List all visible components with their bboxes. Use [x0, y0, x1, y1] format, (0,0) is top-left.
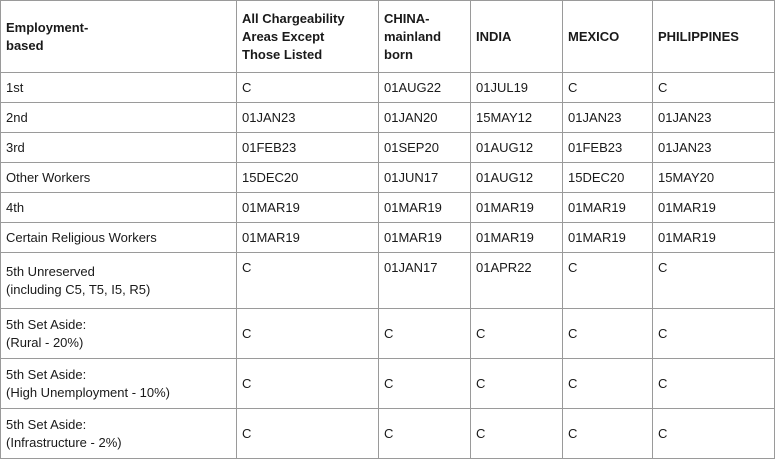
- row-label: 5th Set Aside: (Infrastructure - 2%): [1, 409, 237, 459]
- table-cell: 01MAR19: [653, 223, 775, 253]
- table-cell: 01JAN23: [563, 103, 653, 133]
- table-cell: 01AUG12: [471, 163, 563, 193]
- table-row: [1, 163, 775, 193]
- row-label: Certain Religious Workers: [1, 223, 237, 253]
- table-cell: 01JUN17: [379, 163, 471, 193]
- row-label: 5th Unreserved (including C5, T5, I5, R5): [1, 253, 237, 309]
- table-cell: 01MAR19: [379, 193, 471, 223]
- table-cell: C: [237, 409, 379, 459]
- table-cell: C: [237, 253, 379, 309]
- table-cell: 01JAN23: [653, 133, 775, 163]
- table-cell: 01JAN23: [653, 103, 775, 133]
- table-cell: 01MAR19: [237, 193, 379, 223]
- table-cell: 01FEB23: [563, 133, 653, 163]
- table-cell: C: [471, 409, 563, 459]
- row-label: 5th Set Aside: (Rural - 20%): [1, 309, 237, 359]
- table-cell: 15MAY12: [471, 103, 563, 133]
- header-china: CHINA- mainland born: [379, 1, 471, 73]
- table-cell: 01MAR19: [471, 223, 563, 253]
- table-cell: 15DEC20: [237, 163, 379, 193]
- table-cell: 15DEC20: [563, 163, 653, 193]
- table-cell: 01JAN17: [379, 253, 471, 309]
- table-cell: C: [653, 309, 775, 359]
- table-cell: 01JAN23: [237, 103, 379, 133]
- table-row: [1, 359, 775, 409]
- row-label: 4th: [1, 193, 237, 223]
- table-cell: C: [563, 409, 653, 459]
- table-row: [1, 409, 775, 459]
- table-cell: C: [237, 359, 379, 409]
- table-cell: C: [653, 253, 775, 309]
- table-cell: C: [471, 309, 563, 359]
- header-all-chargeability: All Chargeability Areas Except Those Listed: [237, 1, 379, 73]
- table-cell: 01MAR19: [379, 223, 471, 253]
- table-cell: 01MAR19: [563, 223, 653, 253]
- table-cell: C: [379, 409, 471, 459]
- table-row: [1, 103, 775, 133]
- row-label: 1st: [1, 73, 237, 103]
- table-header-row: [1, 1, 775, 73]
- table-cell: 01MAR19: [563, 193, 653, 223]
- table-cell: C: [653, 359, 775, 409]
- table-cell: C: [563, 309, 653, 359]
- header-mexico: MEXICO: [563, 1, 653, 73]
- table-cell: 01FEB23: [237, 133, 379, 163]
- table-cell: 01JUL19: [471, 73, 563, 103]
- table-cell: 01MAR19: [471, 193, 563, 223]
- table-cell: 01JAN20: [379, 103, 471, 133]
- table-cell: C: [653, 73, 775, 103]
- table-cell: 01MAR19: [237, 223, 379, 253]
- table-cell: C: [563, 253, 653, 309]
- table-cell: C: [237, 73, 379, 103]
- row-label: 2nd: [1, 103, 237, 133]
- table-row: [1, 133, 775, 163]
- table-cell: C: [379, 359, 471, 409]
- table-cell: C: [237, 309, 379, 359]
- table-cell: C: [563, 73, 653, 103]
- table-row: [1, 253, 775, 309]
- table-cell: C: [379, 309, 471, 359]
- table-row: [1, 193, 775, 223]
- table-cell: C: [563, 359, 653, 409]
- table-cell: C: [471, 359, 563, 409]
- row-label: Other Workers: [1, 163, 237, 193]
- table-cell: 01AUG22: [379, 73, 471, 103]
- table-row: [1, 309, 775, 359]
- table-cell: 01SEP20: [379, 133, 471, 163]
- table-cell: 01AUG12: [471, 133, 563, 163]
- header-employment-based: Employment- based: [1, 1, 237, 73]
- header-philippines: PHILIPPINES: [653, 1, 775, 73]
- table-row: [1, 223, 775, 253]
- header-india: INDIA: [471, 1, 563, 73]
- table-cell: 01APR22: [471, 253, 563, 309]
- row-label: 3rd: [1, 133, 237, 163]
- table-cell: C: [653, 409, 775, 459]
- table-cell: 01MAR19: [653, 193, 775, 223]
- row-label: 5th Set Aside: (High Unemployment - 10%): [1, 359, 237, 409]
- table-cell: 15MAY20: [653, 163, 775, 193]
- table-row: [1, 73, 775, 103]
